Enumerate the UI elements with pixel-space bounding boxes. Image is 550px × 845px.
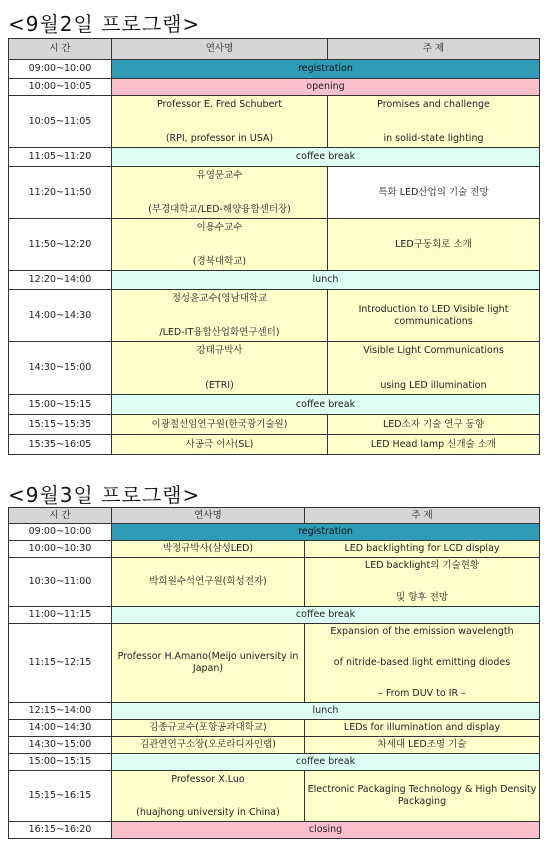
time-cell: 09:00~10:00 [9, 524, 112, 541]
header-speaker: 연사명 [112, 39, 328, 60]
time-cell: 15:00~15:15 [9, 395, 112, 415]
opening-cell: opening [112, 79, 540, 96]
table-row [9, 737, 540, 754]
speaker-cell: 김종규교수(포항공과대학교) [112, 720, 305, 737]
time-cell: 15:00~15:15 [9, 754, 112, 771]
time-cell: 15:15~15:35 [9, 415, 112, 435]
time-cell: 11:00~11:15 [9, 607, 112, 624]
topic-cell [305, 624, 540, 703]
speaker-cell: 이광철선임연구원(한국광기술원) [112, 415, 328, 435]
speaker-affiliation: (huajhong university in China) [136, 806, 280, 818]
time-cell: 14:00~14:30 [9, 720, 112, 737]
time-cell: 11:15~12:15 [9, 624, 112, 703]
table-row [9, 271, 540, 290]
time-cell: 14:00~14:30 [9, 290, 112, 342]
speaker-cell [112, 771, 305, 822]
topic-line: Promises and challenge [377, 98, 490, 110]
speaker-affiliation: /LED-IT융합산업화연구센터) [159, 326, 280, 338]
table-row [9, 435, 540, 455]
time-cell: 14:30~15:00 [9, 342, 112, 395]
time-cell: 16:15~16:20 [9, 822, 112, 839]
table-row [9, 822, 540, 839]
time-cell: 12:15~14:00 [9, 703, 112, 720]
speaker-cell [112, 219, 328, 271]
topic-cell [328, 342, 540, 395]
topic-cell: LED구동회로 소개 [328, 219, 540, 271]
topic-line: in solid-state lighting [383, 132, 484, 144]
table-header-row [9, 508, 540, 524]
day2-title: <9월3일 프로그램> [8, 483, 201, 507]
speaker-cell [112, 342, 328, 395]
coffee-break-cell: coffee break [112, 754, 540, 771]
table-row [9, 395, 540, 415]
topic-line: using LED illumination [380, 379, 487, 391]
coffee-break-cell: coffee break [112, 148, 540, 167]
table-row [9, 167, 540, 219]
lunch-cell: lunch [112, 703, 540, 720]
speaker-name: 유영문교수 [196, 169, 243, 181]
registration-cell: registration [112, 524, 540, 541]
speaker-name: 강태규박사 [196, 344, 243, 356]
header-time: 시 간 [9, 39, 112, 60]
time-cell: 10:00~10:05 [9, 79, 112, 96]
table-row [9, 60, 540, 79]
table-row [9, 771, 540, 822]
speaker-cell [112, 167, 328, 219]
topic-cell [305, 558, 540, 607]
speaker-cell [112, 96, 328, 148]
table-row [9, 541, 540, 558]
table-row [9, 415, 540, 435]
table-row [9, 754, 540, 771]
time-cell: 11:50~12:20 [9, 219, 112, 271]
table-row [9, 624, 540, 703]
closing-cell: closing [112, 822, 540, 839]
speaker-name: Professor X.Luo [171, 773, 245, 785]
table-row [9, 219, 540, 271]
table-row [9, 290, 540, 342]
speaker-name: Professor E. Fred Schubert [156, 98, 283, 110]
time-cell: 14:30~15:00 [9, 737, 112, 754]
speaker-name: 정성윤교수(영남대학교 [171, 292, 268, 304]
day2-schedule-table [8, 507, 540, 839]
speaker-affiliation: (부경대학교/LED-해양융합센터장) [148, 203, 291, 215]
table-header-row [9, 39, 540, 60]
table-row [9, 607, 540, 624]
table-row [9, 148, 540, 167]
coffee-break-cell: coffee break [112, 395, 540, 415]
speaker-affiliation: (경북대학교) [192, 255, 247, 267]
table-row [9, 524, 540, 541]
topic-cell [328, 96, 540, 148]
topic-cell: Electronic Packaging Technology & High Density Packaging [305, 771, 540, 822]
table-row [9, 703, 540, 720]
topic-cell: 차세대 LED조명 기술 [305, 737, 540, 754]
topic-cell: 특화 LED산업의 기술 전망 [328, 167, 540, 219]
time-cell: 15:35~16:05 [9, 435, 112, 455]
speaker-cell: 김관연연구소장(오로라디자인랩) [112, 737, 305, 754]
header-topic: 주 제 [305, 508, 540, 524]
lunch-cell: lunch [112, 271, 540, 290]
registration-cell: registration [112, 60, 540, 79]
speaker-cell [112, 290, 328, 342]
topic-cell: LED소자 기술 연구 동향 [328, 415, 540, 435]
time-cell: 12:20~14:00 [9, 271, 112, 290]
speaker-name: 이용수교수 [196, 221, 243, 233]
topic-cell: LED Head lamp 신개술 소개 [328, 435, 540, 455]
topic-cell: LEDs for illumination and display [305, 720, 540, 737]
topic-line: of nitride-based light emitting diodes [333, 657, 511, 669]
time-cell: 10:05~11:05 [9, 96, 112, 148]
time-cell: 10:30~11:00 [9, 558, 112, 607]
header-topic: 주 제 [328, 39, 540, 60]
speaker-affiliation: (RPI, professor in USA) [165, 132, 274, 144]
speaker-cell: 박정규박사(삼성LED) [112, 541, 305, 558]
topic-cell: LED backlighting for LCD display [305, 541, 540, 558]
table-row [9, 720, 540, 737]
day1-schedule-table [8, 38, 540, 455]
time-cell: 11:20~11:50 [9, 167, 112, 219]
header-time: 시 간 [9, 508, 112, 524]
table-row [9, 79, 540, 96]
table-row [9, 96, 540, 148]
topic-line: – From DUV to IR – [378, 688, 466, 700]
time-cell: 15:15~16:15 [9, 771, 112, 822]
speaker-cell: Professor H.Amano(Meijo university in Japan) [112, 624, 305, 703]
header-speaker: 연사명 [112, 508, 305, 524]
speaker-affiliation: (ETRI) [205, 379, 234, 391]
topic-line: Visible Light Communications [363, 344, 504, 356]
speaker-cell: 사공극 이사(SL) [112, 435, 328, 455]
topic-cell: Introduction to LED Visible light communications [328, 290, 540, 342]
table-row [9, 558, 540, 607]
topic-line: 및 향후 전망 [396, 592, 448, 604]
time-cell: 10:00~10:30 [9, 541, 112, 558]
coffee-break-cell: coffee break [112, 607, 540, 624]
day1-title: <9월2일 프로그램> [8, 12, 201, 36]
topic-line: Expansion of the emission wavelength [330, 626, 514, 637]
topic-line: LED backlight의 기술현황 [364, 560, 480, 571]
table-row [9, 342, 540, 395]
time-cell: 09:00~10:00 [9, 60, 112, 79]
speaker-cell: 박희원수석연구원(희성전자) [112, 558, 305, 607]
time-cell: 11:05~11:20 [9, 148, 112, 167]
